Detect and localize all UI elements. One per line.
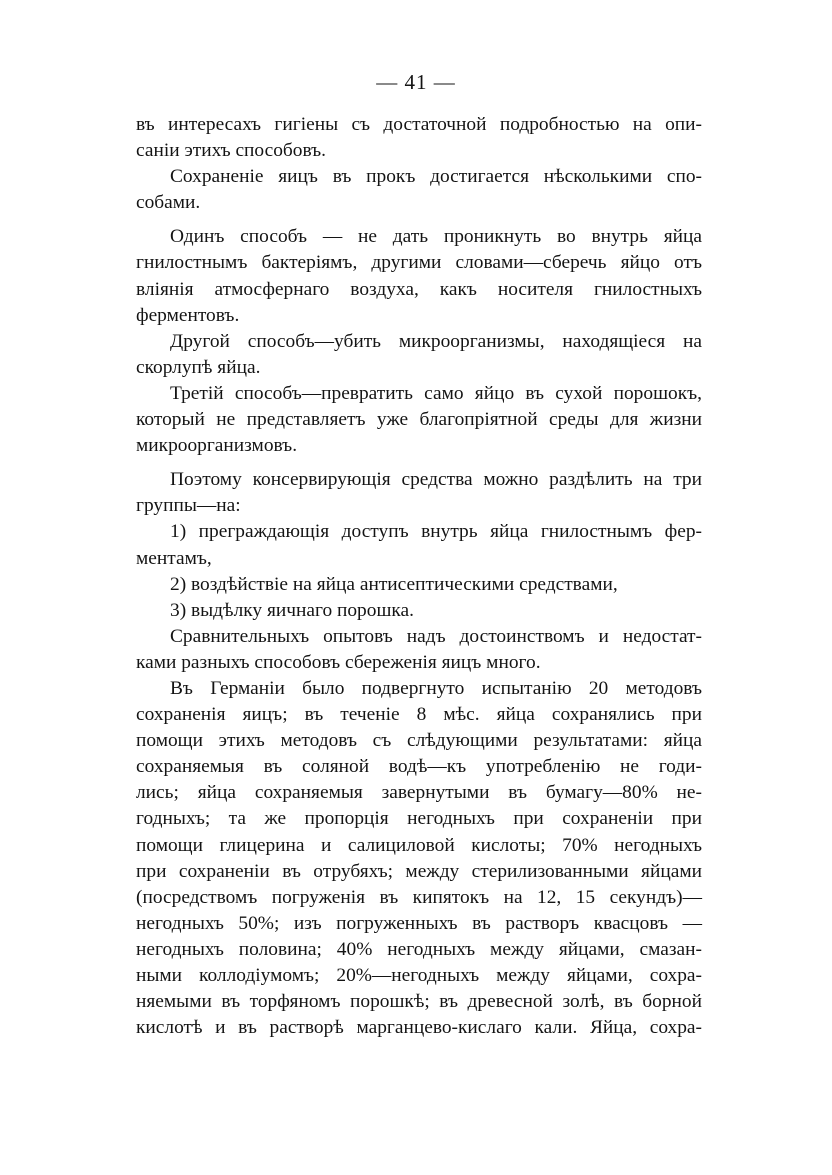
text-line: микроорганизмовъ.: [136, 435, 298, 457]
text-line: ными коллодіумомъ; 20%—негодныхъ между яйцами, сохра-: [136, 965, 702, 986]
text-line: няемыми въ торфяномъ порошкѣ; въ древесной золѣ, въ борной: [136, 991, 702, 1013]
text-line: гнилостнымъ бактеріямъ, другими словами—сберечь яйцо отъ: [136, 252, 702, 274]
text-line: вліянія атмосфернаго воздуха, какъ носителя гнилостныхъ: [136, 278, 702, 300]
text-line: годныхъ; та же пропорція негодныхъ при сохраненіи при: [136, 808, 702, 830]
text-line: 3) выдѣлку яичнаго порошка.: [170, 599, 414, 621]
text-line: собами.: [136, 192, 201, 214]
text-line: помощи этихъ методовъ съ слѣдующими результатами: яйца: [136, 730, 702, 752]
text-line: Сравнительныхъ опытовъ надъ достоинствомъ и недостат-: [170, 625, 702, 647]
text-line: (посредствомъ погруженія въ кипятокъ на 12, 15 секундъ)—: [136, 886, 702, 908]
text-line: который не представляетъ уже благопріятной среды для жизни: [136, 409, 702, 431]
text-line: скорлупѣ яйца.: [136, 356, 261, 378]
text-line: ками разныхъ способовъ сбереженія яицъ много.: [136, 651, 541, 673]
text-line: Третій способъ—превратить само яйцо въ сухой порошокъ,: [170, 382, 702, 404]
page-number: — 41 —: [376, 70, 456, 94]
text-line: 1) преграждающія доступъ внутрь яйца гнилостнымъ фер-: [170, 521, 702, 543]
text-line: помощи глицерина и салициловой кислоты; 70% негодныхъ: [136, 834, 702, 856]
text-line: при сохраненіи въ отрубяхъ; между стерилизованными яйцами: [136, 860, 702, 882]
paragraph-gap: [136, 216, 702, 224]
text-line: Поэтому консервирующія средства можно раздѣлить на три: [170, 469, 702, 491]
text-line: саніи этихъ способовъ.: [136, 140, 327, 162]
paragraph-gap: [136, 459, 702, 467]
text-line: негодныхъ половина; 40% негодныхъ между яйцами, смазан-: [136, 938, 702, 960]
text-line: Въ Германіи было подвергнуто испытанію 20 методовъ: [170, 677, 702, 699]
text-line: Одинъ способъ — не дать проникнуть во внутрь яйца: [170, 226, 702, 248]
text-line: лись; яйца сохраняемыя завернутыми въ бумагу—80% не-: [136, 782, 702, 804]
text-line: Сохраненіе яицъ въ прокъ достигается нѣсколькими спо-: [170, 166, 702, 188]
text-line: ментамъ,: [136, 547, 212, 569]
text-line: сохраненія яицъ; въ теченіе 8 мѣс. яйца сохранялись при: [136, 704, 702, 726]
text-line: ферментовъ.: [136, 304, 240, 326]
text-line: сохраняемыя въ соляной водѣ—къ употребленію не годи-: [136, 756, 702, 778]
text-line: въ интересахъ гигіены съ достаточной подробностью на опи-: [136, 114, 702, 135]
text-line: кислотѣ и въ растворѣ марганцево-кислаго кали. Яйца, сохра-: [136, 1017, 702, 1039]
body-text: [136, 112, 702, 1041]
text-line: 2) воздѣйствіе на яйца антисептическими средствами,: [170, 573, 618, 595]
text-line: Другой способъ—убить микроорганизмы, находящіеся на: [170, 330, 702, 352]
text-line: негодныхъ 50%; изъ погруженныхъ въ растворъ квасцовъ —: [136, 912, 702, 934]
text-line: группы—на:: [136, 495, 241, 517]
